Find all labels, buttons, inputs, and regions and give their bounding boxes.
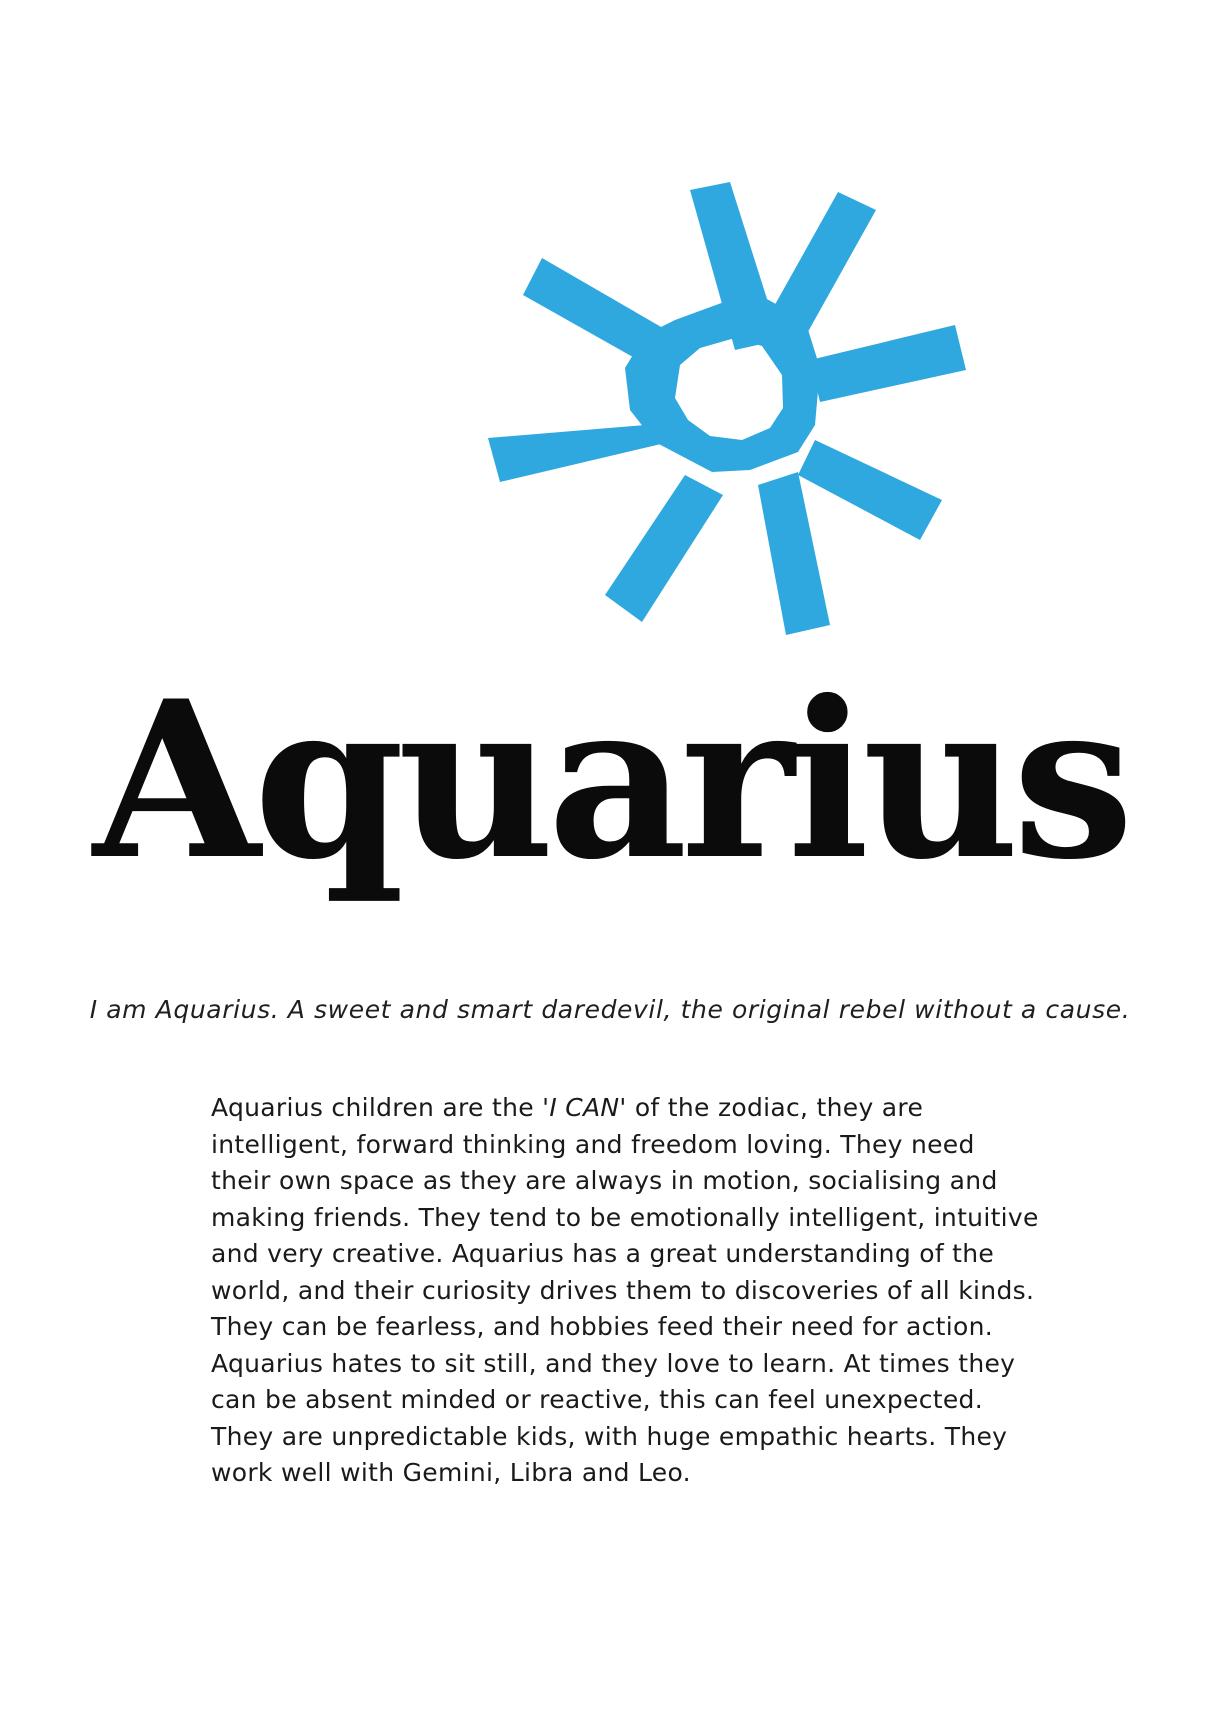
description-line: and very creative. Aquarius has a great understanding of the [211,1239,995,1268]
aquarius-star-icon [480,170,1080,710]
description-line: work well with Gemini, Libra and Leo. [211,1458,691,1487]
description-line: can be absent minded or reactive, this can feel unexpected. [211,1385,983,1414]
description-paragraph [211,1090,1041,1492]
description-line: making friends. They tend to be emotionally intelligent, intuitive [211,1202,1039,1232]
description-line: Aquarius children are the 'I CAN' of the zodiac, they are [211,1093,924,1122]
i-can-emphasis: 'I CAN' [542,1093,627,1122]
description-line: Aquarius hates to sit still, and they love to learn. At times they [211,1348,1016,1378]
star-rays [488,182,966,635]
description-line: They are unpredictable kids, with huge empathic hearts. They [211,1421,1008,1451]
description-line: world, and their curiosity drives them to discoveries of all kinds. [211,1275,1035,1305]
page-title: Aquarius [92,653,1128,907]
description-line: intelligent, forward thinking and freedom loving. They need [211,1129,975,1159]
description-line: They can be fearless, and hobbies feed their need for action. [211,1312,994,1341]
description-line: their own space as they are always in motion, socialising and [211,1166,998,1195]
tagline: I am Aquarius. A sweet and smart daredevil, the original rebel without a cause. [89,995,1131,1024]
